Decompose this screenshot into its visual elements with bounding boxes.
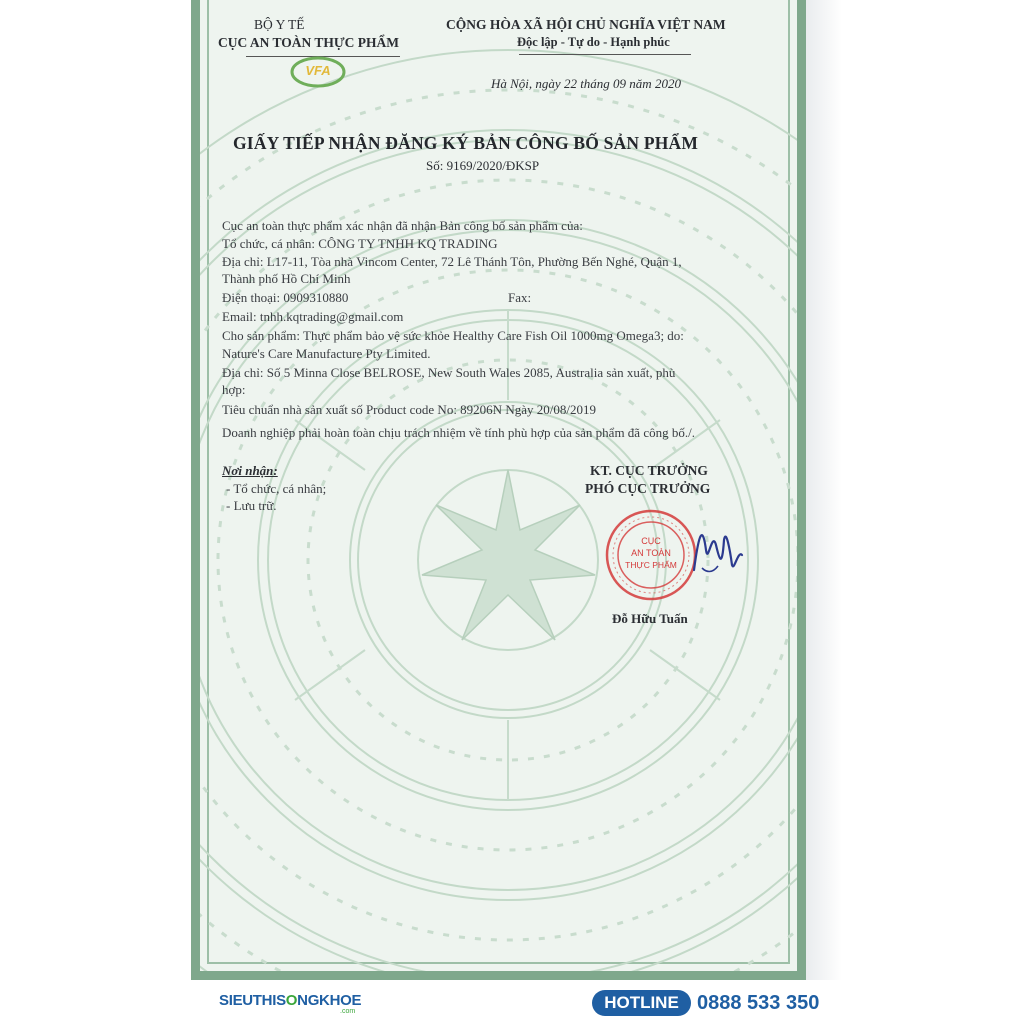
brand-domain: .com [340, 1008, 356, 1015]
standard-line: Tiêu chuẩn nhà sản xuất số Product code No: 89206N Ngày 20/08/2019 [222, 402, 596, 417]
hotline-number[interactable]: 0888 533 350 [697, 992, 820, 1014]
ministry-name: BỘ Y TẾ [254, 17, 305, 32]
product-line-2: Nature's Care Manufacture Pty Limited. [222, 346, 431, 361]
document-title: GIẤY TIẾP NHẬN ĐĂNG KÝ BẢN CÔNG BỐ SẢN PHẨM [233, 133, 699, 153]
email-line: Email: tnhh.kqtrading@gmail.com [222, 309, 404, 324]
responsibility-line: Doanh nghiệp phải hoàn toàn chịu trách nhiệm về tính phù hợp của sản phẩm đã công bố./. [222, 425, 695, 440]
handwritten-signature [672, 510, 752, 590]
svg-text:AN TOÀN: AN TOÀN [631, 548, 671, 558]
manufacturer-address-2: hợp: [222, 382, 246, 397]
product-line-1: Cho sản phẩm: Thực phẩm bảo vệ sức khỏe Healthy Care Fish Oil 1000mg Omega3; do: [222, 328, 684, 343]
national-motto: Độc lập - Tự do - Hạnh phúc [517, 35, 670, 49]
fax-line: Fax: [508, 290, 532, 305]
country-name: CỘNG HÒA XÃ HỘI CHỦ NGHĨA VIỆT NAM [446, 17, 726, 32]
signer-title-2: PHÓ CỤC TRƯỞNG [585, 481, 711, 496]
hotline-button[interactable]: HOTLINE [592, 990, 691, 1016]
manufacturer-address-1: Địa chỉ: Số 5 Minna Close BELROSE, New South Wales 2085, Australia sản xuất, phù [222, 365, 676, 380]
page-shadow [806, 0, 842, 980]
brand-text-part1: SIEUTHIS [219, 992, 286, 1009]
svg-text:VFA: VFA [305, 63, 331, 78]
svg-text:CỤC: CỤC [641, 536, 661, 546]
brand-logo[interactable] [219, 992, 361, 1009]
address-line-2: Thành phố Hồ Chí Minh [222, 271, 351, 286]
intro-line: Cục an toàn thực phẩm xác nhận đã nhận Bản công bố sản phẩm của: [222, 218, 583, 233]
address-line-1: Địa chỉ: L17-11, Tòa nhà Vincom Center, 72 Lê Thánh Tôn, Phường Bến Nghé, Quận 1, [222, 254, 682, 269]
svg-text:THỰC PHẨM: THỰC PHẨM [625, 560, 677, 570]
footer-bar [0, 982, 1024, 1024]
organization-line: Tổ chức, cá nhân: CÔNG TY TNHH KQ TRADING [222, 236, 498, 251]
signer-name: Đỗ Hữu Tuấn [612, 611, 688, 626]
agency-name: CỤC AN TOÀN THỰC PHẨM [218, 35, 400, 50]
recipients-label: Nơi nhận: [222, 463, 278, 478]
document-number: Số: 9169/2020/ĐKSP [426, 158, 540, 173]
recipient-item-2: - Lưu trữ. [226, 498, 277, 513]
brand-text-part3: NGKHOE [297, 992, 362, 1009]
recipient-item-1: - Tổ chức, cá nhân; [226, 481, 327, 496]
phone-line: Điện thoại: 0909310880 [222, 290, 349, 305]
motto-underline [519, 54, 691, 55]
vfa-logo-icon [286, 50, 350, 90]
brand-text-part2: O [285, 992, 298, 1009]
place-date: Hà Nội, ngày 22 tháng 09 năm 2020 [491, 76, 681, 91]
signer-title-1: KT. CỤC TRƯỞNG [590, 463, 708, 478]
